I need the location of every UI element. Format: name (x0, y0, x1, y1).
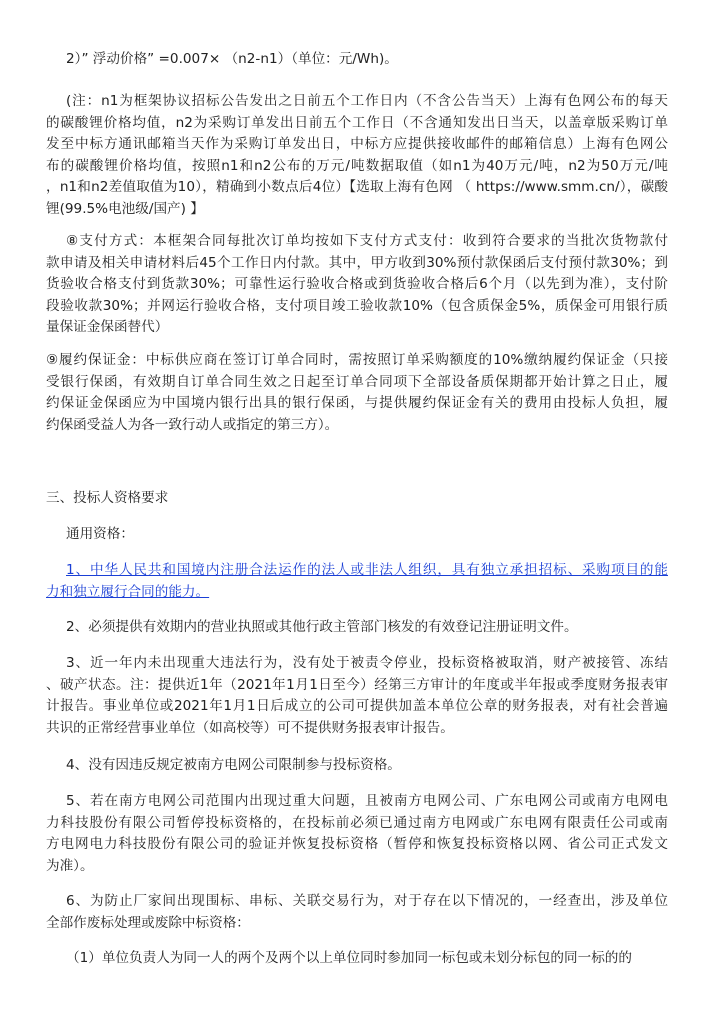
text-line: 共识的正常经营事业单位（如高校等）可不提供财务报表审计报告。 (46, 719, 454, 736)
text-line: 的碳酸锂价格均值，n2为采购订单发出日前五个工作日（不含通知发出日当天，以盖章版采购订单 (46, 114, 668, 131)
text-line: 6、为防止厂家间出现围标、串标、关联交易行为，对于存在以下情况的，一经查出，涉及单位 (66, 893, 668, 909)
text-line: 2）” 浮动价格” =0.007× （n2-n1）（单位：元/Wh)。 (66, 51, 398, 67)
text-line: 方电网电力科技股份有限公司的验证并恢复投标资格（暂停和恢复投标资格以网、省公司正式发文 (46, 836, 668, 852)
text-line: 三、投标人资格要求 (46, 490, 169, 506)
general-qualification (46, 524, 668, 546)
text-line: ⑧支付方式：本框架合同每批次订单均按如下支付方式支付：收到符合要求的当批次货物款付 (66, 233, 668, 249)
text-line: 力科技股份有限公司暂停投标资格的，在投标前必须已通过南方电网或广东电网有限责任公司或南 (46, 814, 668, 831)
requirement-1[interactable] (46, 560, 668, 603)
text-line: 、破产状态。注：提供近1年（2021年1月1日至今）经第三方审计的年度或半年报或季度财务报表审 (46, 676, 668, 693)
requirement-4 (46, 755, 668, 777)
text-line[interactable]: 力和独立履行合同的能力。 (46, 583, 210, 600)
text-line: 约保证金保函应为中国境内银行出具的银行保函，与提供履约保证金有关的费用由投标人负担，履 (46, 395, 668, 411)
note-n1-n2 (46, 91, 668, 220)
text-line: 锂(99.5%电池级/国产) 】 (46, 200, 204, 217)
text-line: 3、近一年内未出现重大违法行为，没有处于被责令停业，投标资格被取消，财产被接管、冻结 (66, 655, 668, 671)
text-line: 4、没有因违反规定被南方电网公司限制参与投标资格。 (66, 757, 401, 773)
text-line: （1）单位负责人为同一人的两个及两个以上单位同时参加同一标包或未划分标包的同一标的的 (66, 950, 632, 966)
section-heading (46, 488, 668, 510)
text-line: 为准）。 (46, 857, 94, 874)
requirement-3 (46, 653, 668, 739)
text-line: 段验收款30%；并网运行验收合格，支付项目竣工验收款10%（包含质保金5%，质保金可用银行质 (46, 297, 668, 314)
requirement-6 (46, 891, 668, 934)
text-line: ⑨履约保证金：中标供应商在签订订单合同时，需按照订单采购额度的10%缴纳履约保证金（只接 (46, 352, 668, 368)
floating-price-formula (46, 49, 668, 71)
text-line: (注：n1为框架协议招标公告发出之日前五个工作日内（不含公告当天）上海有色网公布的每天 (66, 93, 668, 109)
text-line: 发至中标方通讯邮箱当天作为采购订单发出日，中标方应提供接收邮件的邮箱信息）上海有色网公 (46, 136, 668, 152)
text-line: 货验收合格支付到货款30%；可靠性运行验收合格或到货验收合格后6个月（以先到为准），支付阶 (46, 276, 668, 292)
text-line[interactable]: 1、中华人民共和国境内注册合法运作的法人或非法人组织，具有独立承担招标、采购项目的能 (66, 562, 668, 578)
text-line: 2、必须提供有效期内的营业执照或其他行政主管部门核发的有效登记注册证明文件。 (66, 619, 578, 635)
requirement-6-item-1 (46, 948, 668, 970)
text-line: 受银行保函，有效期自订单合同生效之日起至订单合同项下全部设备质保期都开始计算之日止，履 (46, 373, 668, 390)
text-line: 计报告。事业单位或2021年1月1日后成立的公司可提供加盖本单位公章的财务报表，对有社会普遍 (46, 698, 668, 714)
text-line: 5、若在南方电网公司范围内出现过重大问题，且被南方电网公司、广东电网公司或南方电网电 (66, 793, 668, 809)
requirement-2 (46, 617, 668, 639)
text-line: 通用资格： (66, 526, 134, 542)
text-line: 布的碳酸锂价格均值，按照n1和n2公布的万元/吨数据取值（如n1为40万元/吨，n2为50万元/吨 (46, 157, 668, 174)
payment-method (46, 231, 668, 339)
performance-bond (46, 350, 668, 436)
text-line: 款申请及相关申请材料后45个工作日内付款。其中，甲方收到30%预付款保函后支付预付款30%；到 (46, 254, 668, 271)
text-line: ，n1和n2差值取值为10），精确到小数点后4位）【选取上海有色网 （ https://www.smm.cn/），碳酸 (46, 179, 668, 195)
text-line: 约保函受益人为各一致行动人或指定的第三方）。 (46, 416, 339, 433)
text-line: 全部作废标处理或废除中标资格： (46, 914, 250, 931)
requirement-5 (46, 791, 668, 877)
text-line: 量保证金保函替代） (46, 319, 169, 335)
